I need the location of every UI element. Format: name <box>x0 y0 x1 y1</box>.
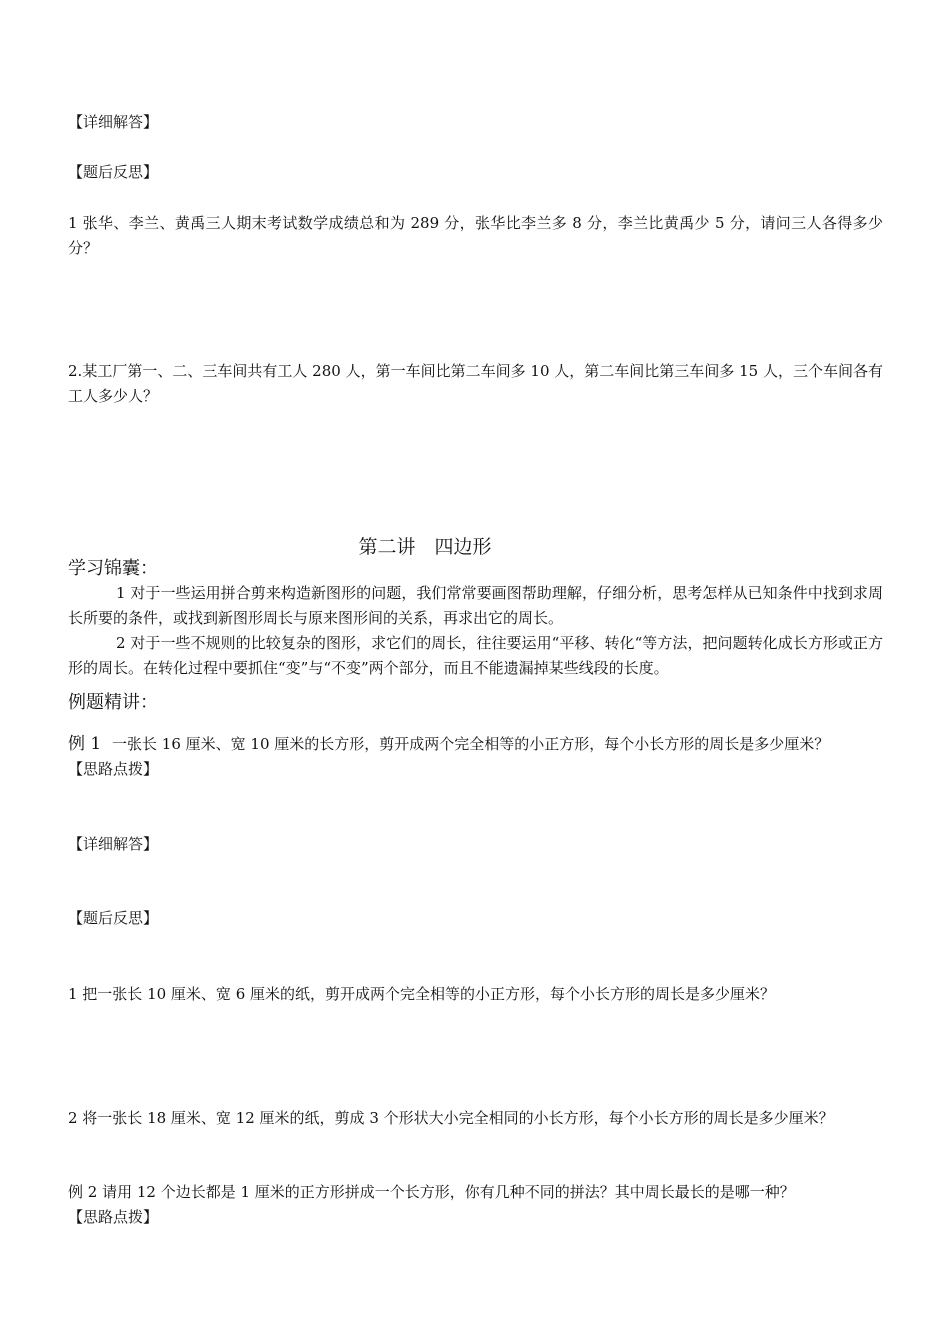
tip-1: 1 对于一些运用拼合剪来构造新图形的问题，我们常常要画图帮助理解，仔细分析，思考怎样从已知条件中找到求周长所要的条件，或找到新图形周长与原来图形间的关系，再求出它的周长。 <box>68 584 883 627</box>
detail-answer-heading-2: 【详细解答】 <box>68 835 159 853</box>
examples-label: 例题精讲： <box>68 692 158 713</box>
practice-2: 2 将一张长 18 厘米、宽 12 厘米的纸，剪成 3 个形状大小完全相同的小长方形，每个小长方形的周长是多少厘米？ <box>68 1109 834 1127</box>
example-1 <box>68 732 883 757</box>
lecture-title: 第二讲 四边形 <box>358 536 492 558</box>
detail-answer-heading: 【详细解答】 <box>68 113 159 131</box>
thinking-hint-heading-2: 【思路点拨】 <box>68 1208 159 1226</box>
thinking-hint-heading: 【思路点拨】 <box>68 760 159 778</box>
practice-1: 1 把一张长 10 厘米、宽 6 厘米的纸，剪开成两个完全相等的小正方形，每个小长方形的周长是多少厘米？ <box>68 985 776 1003</box>
example-1-text: 一张长 16 厘米、宽 10 厘米的长方形，剪开成两个完全相等的小正方形，每个小长方形的周长是多少厘米？ <box>112 735 830 753</box>
reflection-heading: 【题后反思】 <box>68 163 159 181</box>
reflection-heading-2: 【题后反思】 <box>68 909 159 927</box>
tip-2: 2 对于一些不规则的比较复杂的图形，求它们的周长，往往要运用“平移、转化“等方法，把问题转化成长方形或正方形的周长。在转化过程中要抓住“变”与“不变”两个部分，而且不能遗漏掉某些线段的长度。 <box>68 634 883 677</box>
example-1-label: 例 1 <box>68 734 102 754</box>
example-2: 例 2 请用 12 个边长都是 1 厘米的正方形拼成一个长方形，你有几种不同的拼法？其中周长最长的是哪一种？ <box>68 1183 795 1201</box>
exercise-1: 1 张华、李兰、黄禹三人期末考试数学成绩总和为 289 分，张华比李兰多 8 分，李兰比黄禹少 5 分，请问三人各得多少分？ <box>68 214 883 257</box>
exercise-2: 2.某工厂第一、二、三车间共有工人 280 人，第一车间比第二车间多 10 人，第二车间比第三车间多 15 人，三个车间各有工人多少人？ <box>68 362 883 405</box>
tips-label: 学习锦囊： <box>68 558 158 579</box>
